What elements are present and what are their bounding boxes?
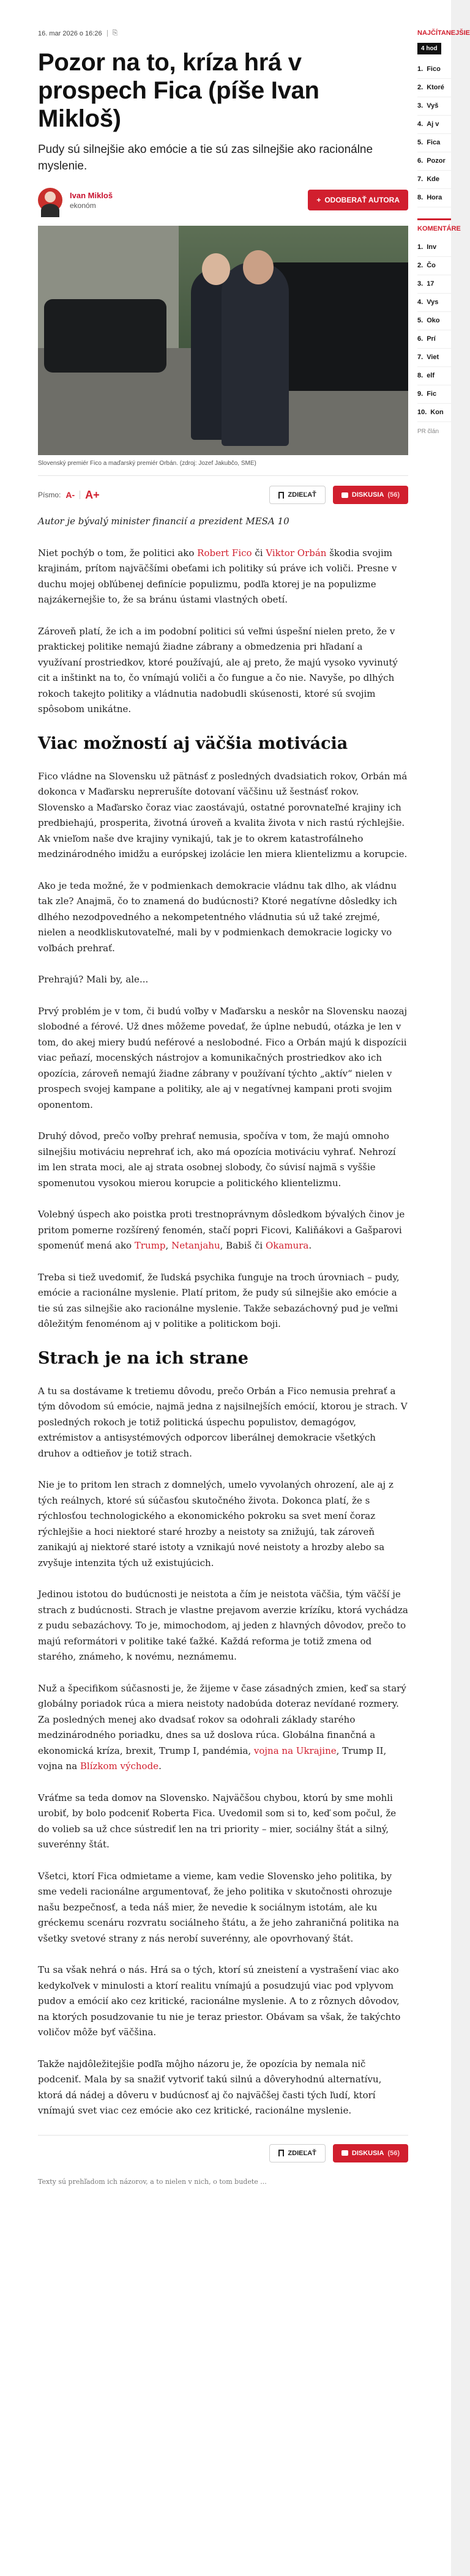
share-button-label: ZDIEĽAŤ	[288, 2149, 316, 2157]
author-info[interactable]	[38, 188, 113, 212]
text-run: .	[159, 1761, 162, 1772]
tag-link[interactable]: vojna na Ukrajine	[253, 1745, 337, 1756]
list-item[interactable]	[417, 349, 451, 367]
text-run: Nuž a špecifikom súčasnosti je, že žijeme v čase zásadných zmien, keď sa starý globálny poriadok rúca a miera neistoty nadobúda doteraz nevídané rozmery. Za posledných menej ako dvadsať rokov sa odohrali základy starého medzinárodného poriadku, dnes sa už doslova rúca. Globálna finančná a ekonomická kríza, brexit, Trump I, pandémia,	[38, 1682, 406, 1756]
headline: Kde	[427, 176, 439, 183]
photo-car-left	[44, 299, 166, 373]
article-meta	[38, 29, 408, 37]
list-item[interactable]	[417, 79, 451, 97]
list-item[interactable]	[417, 367, 451, 385]
rank: 8.	[417, 194, 423, 201]
headline: elf	[427, 372, 435, 379]
list-item[interactable]	[417, 134, 451, 152]
text-run: škodia svojim krajinám, prítom najväčšími obeťami ich politiky sú práve ich voliči. Presne v duchu mojej obľúbenej definície populizmu, podľa ktorej je na populizme najzákernejšie to, že sa bránu ústami vlastných obetí.	[38, 547, 397, 605]
toolbar-actions	[269, 486, 408, 504]
plus-icon: +	[316, 196, 321, 204]
tag-link[interactable]: Blízkom východe	[80, 1761, 159, 1772]
share-icon[interactable]: ⎘	[112, 29, 118, 37]
paragraph: A tu sa dostávame k tretiemu dôvodu, prečo Orbán a Fico nemusia prehrať a tým dôvodom sú emócie, najmä jedna z najsilnejších emócií, ktorou je strach. V posledných rokoch je totiž politická úspechu populistov, demagógov, extrémistov a antisystémových odporcov liberálnej demokracie všetkých druhov a odtieňov je totiž strach.	[38, 1385, 408, 1459]
share-button[interactable]	[269, 486, 325, 504]
photo-caption: Slovenský premiér Fico a maďarský premiér Orbán. (zdroj: Jozef Jakubčo, SME)	[38, 455, 408, 476]
paragraph: Prvý problém je v tom, či budú voľby v Maďarsku a neskôr na Slovensku naozaj slobodné a férové. Už dnes môžeme povedať, že úplne nebudú, otázka je len v tom, do akej miery budú neférové a neslobodné. Fico a Orbán majú k dispozícii viac peňazí, mocenských nástrojov a komunikačných prostriedkov ako ich opozícia, zároveň nemajú žiadne zábrany v používaní týchto „aktív“ nielen v prospech svojej kampane a politiky, ale aj v negatívnej kampani proti svojim oponentom.	[38, 1005, 408, 1110]
paragraph: Takže najdôležitejšie podľa môjho názoru je, že opozícia by nemala nič podceniť. Mala by sa snažiť vytvoriť takú silnú a dôveryhodnú alternatívu, ktorá dá nádej a dôveru v budúcnosť aj čo najväčšej časti tých ľudí, ktorí vnímajú svet viac cez emócie ako cez kritické, racionálne myslenie.	[38, 2058, 382, 2116]
sidebar-heading: NAJČÍTANEJŠIE	[417, 29, 470, 37]
tag-link[interactable]: Robert Fico	[197, 547, 252, 559]
sidebar-most-read	[417, 29, 470, 435]
follow-author-label: ODOBERAŤ AUTORA	[324, 196, 400, 204]
discussion-button-bottom[interactable]	[333, 2144, 408, 2162]
rank: 4.	[417, 121, 423, 128]
list-item[interactable]	[417, 61, 451, 79]
headline: Pozor	[427, 157, 446, 165]
text-run: či	[252, 547, 266, 559]
headline: Oko	[427, 317, 440, 324]
paragraph: Fico vládne na Slovensku už pätnásť z posledných dvadsiatich rokov, Orbán má dokonca v Maďarsku neprerušíte dotovaní väčšinu už šestnásť rokov. Slovensko a Maďarsko čoraz viac zaostávajú, ostatné porovnateľné krajiny ich predbiehajú, prosperita, životná úroveň a kvalita života v nich rastú rýchlejšie. Ak vnieľom naše dve krajiny vynikajú, tak je to okrem katastrofálneho medzinárodného imidžu a európskej izolácie len miera klientelizmu a korupcie.	[38, 770, 408, 859]
rank: 3.	[417, 280, 423, 288]
list-item[interactable]	[417, 404, 451, 422]
author-name[interactable]: Ivan Mikloš	[70, 190, 113, 200]
font-increase-button[interactable]: A+	[85, 488, 100, 501]
paragraph: Ako je teda možné, že v podmienkach demokracie vládnu tak dlho, ak vládnu tak zle? Anajmä, čo to znamená do budúcnosti? Ktoré negatívne dôsledky ich dlhého nezodpovedného a nekompetentného vládnutia sú už také zrejmé, nielen a neodkliskutovateľné, mali by v podmienkach demokracie logicky vo voľbách prehrať.	[38, 880, 397, 954]
text-run: Niet pochýb o tom, že politici ako	[38, 547, 198, 559]
list-item[interactable]	[417, 330, 451, 349]
chat-icon	[341, 492, 348, 498]
publish-date: 16. mar 2026 o 16:26	[38, 29, 102, 37]
rank: 7.	[417, 354, 423, 361]
list-item[interactable]	[417, 385, 451, 404]
headline: Fico	[427, 65, 441, 73]
text-run: , Trump II, vojna na	[38, 1745, 387, 1772]
author-bio: Autor je bývalý minister financií a prezident MESA 10	[38, 516, 289, 527]
headline: Vyš	[427, 102, 439, 109]
share-button-label: ZDIEĽAŤ	[288, 491, 316, 499]
list-item[interactable]	[417, 294, 451, 312]
article-column	[38, 29, 408, 2187]
paragraph: Jedinou istotou do budúcnosti je neistota a čím je neistota väčšia, tým väčší je strach z budúcnosti. Strach je vlastne prejavom averzie krízíku, ktorá vychádza z pudu sebazáchovy. To je, mimochodom, aj jeden z hlavných dôvodov, prečo to majú reformátori v politike také ťažké. Každá reforma je totiž zmena od starého, známeho, k novému, neznámemu.	[38, 1589, 408, 1662]
sidebar-heading: KOMENTÁRE	[417, 225, 461, 232]
font-decrease-button[interactable]: A-	[65, 490, 75, 500]
list-item[interactable]	[417, 312, 451, 330]
rank: 2.	[417, 84, 423, 91]
list-item[interactable]	[417, 97, 451, 116]
font-size-label: Písmo:	[38, 491, 61, 499]
paragraph: Zároveň platí, že ich a im podobní politici sú veľmi úspešní nielen preto, že v praktickej politike nemajú žiadne zábrany a obmedzenia pri hľadaní a využívaní prostriedkov, ktoré používajú, ale aj preto, že majú vysoko vyvinutý cit a inštinkt na to, čo vnímajú voliči a čo fungue a čo nie. Navyše, po dlhých rokoch takejto politiky a vládnutia nadobudli skúsenosti, ktoré sú svojim spôsobom unikátne.	[38, 625, 398, 715]
headline: Hora	[427, 194, 442, 201]
author-text	[70, 191, 113, 210]
sidebar-tabs	[417, 43, 451, 54]
rank: 5.	[417, 317, 423, 324]
bookmark-icon	[278, 2150, 284, 2156]
article-body	[38, 514, 408, 2119]
rank: 1.	[417, 65, 423, 73]
rank: 6.	[417, 335, 423, 343]
author-row	[38, 188, 408, 212]
headline: Ktoré	[427, 84, 444, 91]
meta-divider	[107, 30, 108, 37]
headline: Aj v	[427, 121, 439, 128]
text-run: ,	[165, 1240, 172, 1251]
headline: Čo	[427, 262, 436, 269]
list-item[interactable]	[417, 171, 451, 189]
text-run: .	[308, 1240, 312, 1251]
author-avatar[interactable]	[38, 188, 62, 212]
sidebar-pr-note: PR člán	[417, 428, 439, 435]
rank: 10.	[417, 409, 427, 416]
headline: Vys	[427, 299, 439, 306]
rank: 3.	[417, 102, 423, 109]
paragraph: Treba si tiež uvedomiť, že ľudská psychika funguje na troch úrovniach – pudy, emócie a racionálne myslenie. Platí pritom, že pudy sú silnejšie ako emócie a tie sú zas silnejšie ako racionálne myslenie. Takže sebazáchovný pud je veľmi dôležitým fenoménom aj v politike a politickom boji.	[38, 1271, 400, 1329]
rank: 4.	[417, 299, 423, 306]
paragraph	[38, 1681, 408, 1775]
sidebar-list	[417, 61, 451, 207]
tab-4-hours[interactable]: 4 hod	[417, 43, 441, 54]
paragraph: Druhý dôvod, prečo voľby prehrať nemusia, spočíva v tom, že majú omnoho silnejšiu motiváciu neprehrať ich, ako má opozícia motiváciu vyhrať. Nehrozí im len strata moci, ale aj strata osobnej slobody, čo súvisí najmä s vyššie spomenutou vysokou mierou korupcie a politického klientelizmu.	[38, 1130, 396, 1189]
author-role: ekonóm	[70, 201, 96, 210]
paragraph: Všetci, ktorí Fica odmietame a vieme, kam vedie Slovensko jeho politika, by sme vedeli racionálne argumentovať, že jeho politika v skutočnosti ohrozuje našu bezpečnosť, a teda náš mier, že nevedie k sociálnym istotám, ale ku gréckemu scenáru rozvratu sociálneho štátu, a že jeho zahraničná politika na všetky svetové strany z nás nerobí suverénny, ale opovrhovaný štát.	[38, 1870, 400, 1944]
bookmark-icon	[278, 492, 284, 499]
font-size-control	[38, 489, 100, 502]
section-heading: Strach je na ich strane	[38, 1348, 248, 1368]
sidebar-comments-block	[417, 218, 461, 422]
list-item[interactable]	[417, 152, 451, 171]
footnote: Texty sú prehľadom ich názorov, a to nielen v nich, o tom budete ...	[38, 2177, 267, 2186]
chat-icon	[341, 2150, 348, 2156]
list-item[interactable]	[417, 275, 451, 294]
article-photo[interactable]	[38, 226, 408, 455]
tag-link[interactable]: Okamura	[265, 1240, 309, 1251]
headline: Viet	[427, 354, 439, 361]
article-toolbar	[38, 476, 408, 514]
share-button-bottom[interactable]	[269, 2144, 325, 2162]
rank: 6.	[417, 157, 423, 165]
list-item[interactable]	[417, 189, 451, 207]
headline: Fic	[427, 390, 437, 398]
paragraph	[38, 546, 408, 608]
tag-link[interactable]: Trump	[134, 1240, 166, 1251]
paragraph: Vráťme sa teda domov na Slovensko. Najväčšou chybou, ktorú by sme mohli urobiť, by bolo podceniť Roberta Fica. Uvedomil som si to, keď som počul, že do volieb sa už chce sústrediť len na tri priority – mier, sociálny štát a silný, suverénny štát.	[38, 1792, 397, 1850]
discussion-count: (56)	[387, 2149, 400, 2157]
photo-person-right	[222, 262, 289, 446]
photo-head-left	[202, 253, 230, 285]
discussion-label: DISKUSIA	[351, 491, 384, 499]
headline: Inv	[427, 243, 437, 251]
rank: 2.	[417, 262, 423, 269]
paragraph: Nie je to pritom len strach z domnelých, umelo vyvolaných ohrození, ale aj z tých reálnych, ktoré sú súčasťou skutočného života. Dokonca platí, že s rýchlosťou technologického a ekonomického pokroku sa svet mení čoraz rýchlejšie a hoci niektoré staré hrozby a neistoty sa znižujú, tak zároveň zanikajú aj niektoré staré istoty a vznikajú nové neistoty a hrozby alebo sa zvyšuje intenzita tých už existujúcich.	[38, 1479, 394, 1568]
section-heading: Viac možností aj väčšia motivácia	[38, 733, 348, 753]
discussion-count: (56)	[387, 491, 400, 499]
paragraph	[38, 1207, 408, 1254]
discussion-label: DISKUSIA	[351, 2149, 384, 2157]
text-run: , Babiš či	[220, 1240, 266, 1251]
text-run: Volebný úspech ako poistka proti trestnoprávnym dôsledkom bývalých činov je pritom pomerne rozšírený fenomén, stačí popri Ficovi, Kaliňákovi a Gašparovi spomenúť mená ako	[38, 1209, 405, 1251]
tag-link[interactable]: Netanjahu	[171, 1240, 220, 1251]
headline: 17	[427, 280, 435, 288]
rank: 1.	[417, 243, 423, 251]
list-item[interactable]	[417, 239, 451, 257]
article-perex: Pudy sú silnejšie ako emócie a tie sú zas silnejšie ako racionálne myslenie.	[38, 143, 373, 173]
rank: 7.	[417, 176, 423, 183]
headline: Kon	[430, 409, 444, 416]
headline: Prí	[427, 335, 436, 343]
tag-link[interactable]: Viktor Orbán	[266, 547, 327, 559]
headline: Fica	[427, 139, 441, 146]
article-title: Pozor na to, kríza hrá v prospech Fica (píše Ivan Mikloš)	[38, 49, 319, 132]
list-item[interactable]	[417, 257, 451, 275]
rank: 8.	[417, 372, 423, 379]
rank: 5.	[417, 139, 423, 146]
bottom-toolbar	[38, 2135, 408, 2173]
list-item[interactable]	[417, 116, 451, 134]
paragraph: Prehrajú? Mali by, ale...	[38, 974, 149, 985]
paragraph: Tu sa však nehrá o nás. Hrá sa o tých, ktorí sú zneistení a vystrašení viac ako kedykoľvek v minulosti a ktorí realitu vnímajú a posudzujú viac pod vplyvom pudov a emócií ako cez kritické, racionálne myslenie. A to z rôznych dôvodov, na ktorých posudzovanie tu nie je teraz priestor. Obávam sa však, že takýchto voličov môže byť väčšina.	[38, 1964, 401, 2038]
rank: 9.	[417, 390, 423, 398]
follow-author-button[interactable]	[308, 190, 408, 210]
photo-head-right	[243, 250, 274, 284]
discussion-button[interactable]	[333, 486, 408, 504]
